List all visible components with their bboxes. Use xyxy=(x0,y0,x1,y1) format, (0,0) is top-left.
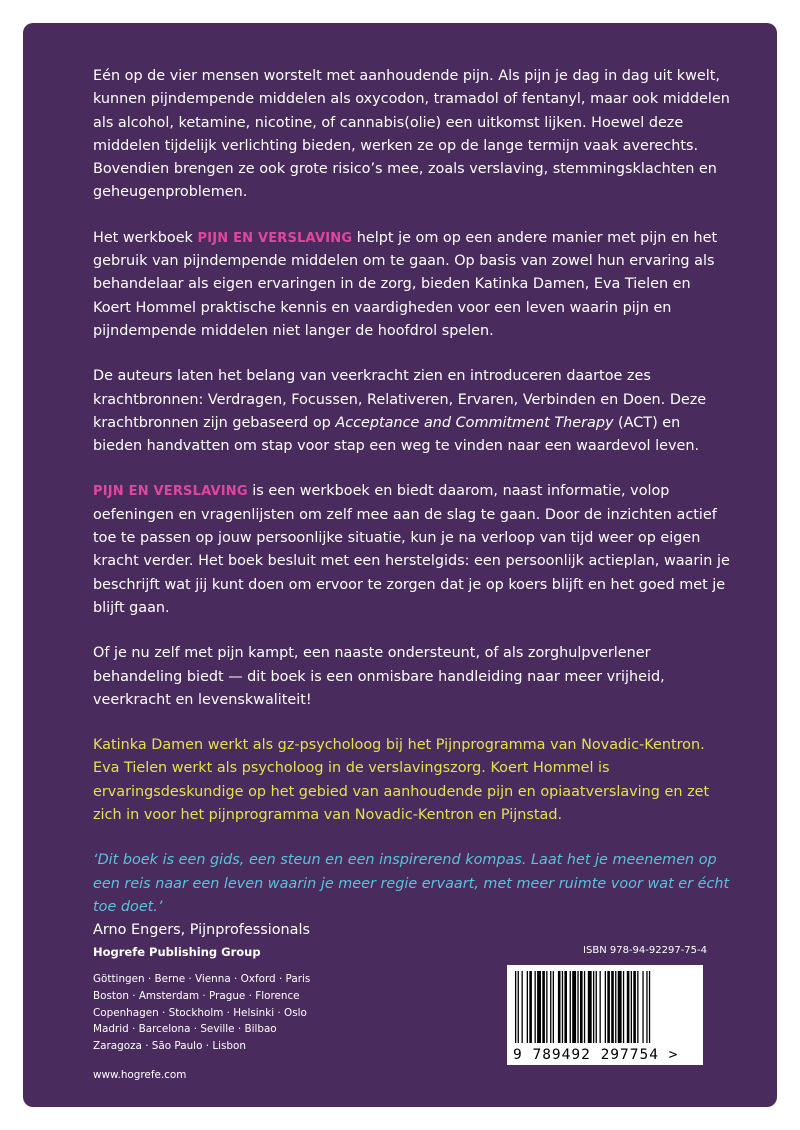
publisher-city-line: Madrid · Barcelona · Seville · Bilbao xyxy=(93,1023,277,1036)
barcode-bar xyxy=(553,971,554,1043)
barcode-bar xyxy=(615,971,616,1043)
p4-after: is een werkboek en biedt daarom, naast informatie, volop oefeningen en vragenlijsten om zelf mee aan de slag te gaan. Door de inzichten actief toe te passen op jouw persoonlijke situatie, kun je na verloop van tijd weer op eigen kracht verder. Het boek besluit met een herstelgids: een persoonlijk actieplan, waarin je beschrijft wat jij kunt doen om ervoor te zorgen dat je op koers blijft en het goed met je blijft gaan. xyxy=(93,483,730,616)
barcode-bar xyxy=(515,971,516,1043)
p2-before: Het werkboek xyxy=(93,229,198,246)
isbn-area xyxy=(507,945,707,1065)
p3-after: (ACT) en bieden handvatten om stap voor stap een weg te vinden naar een waardevol leven. xyxy=(93,414,700,455)
endorsement xyxy=(93,849,733,942)
isbn-number: ISBN 978-94-92297-75-4 xyxy=(583,945,707,956)
barcode-bar xyxy=(618,971,622,1043)
blurb-paragraph-5: Of je nu zelf met pijn kampt, een naaste ondersteunt, of als zorghulpverlener behandeling biedt — dit boek is een onmisbare handleiding naar meer vrijheid, veerkracht en levenskwaliteit! xyxy=(93,645,665,708)
barcode-bar xyxy=(588,971,592,1043)
barcode-bar xyxy=(580,971,583,1043)
barcode-bar xyxy=(611,971,614,1043)
barcode-bar xyxy=(542,971,545,1043)
barcode-bar xyxy=(584,971,585,1043)
publisher-city-line: Zaragoza · São Paulo · Lisbon xyxy=(93,1040,246,1053)
act-term: Acceptance and Commitment Therapy xyxy=(335,414,614,431)
back-cover xyxy=(23,23,777,1107)
barcode-bar xyxy=(623,971,624,1043)
barcode-bar xyxy=(607,971,610,1043)
barcode-bar xyxy=(572,971,576,1043)
barcode-bar xyxy=(535,971,536,1043)
endorsement-source: Arno Engers, Pijnprofessionals xyxy=(93,922,310,939)
barcode-bar xyxy=(593,971,594,1043)
book-title-highlight: PIJN EN VERSLAVING xyxy=(93,484,248,500)
barcode-bar xyxy=(605,971,606,1043)
barcode-digits: 9 789492 297754 > xyxy=(513,1047,699,1063)
barcode-bar xyxy=(522,971,523,1043)
barcode xyxy=(507,965,703,1065)
publisher-website: www.hogrefe.com xyxy=(93,1068,187,1081)
authors-bio: Katinka Damen werkt als gz-psycholoog bij het Pijnprogramma van Novadic-Kentron. Eva Tielen werkt als psycholoog in de verslavingszorg. Koert Hommel is ervaringsdeskundige op het gebied van aanhoudende pijn en opiaatverslaving en zet zich in voor het pijnprogramma van Novadic-Kentron en Pijnstad. xyxy=(93,737,710,824)
barcode-bar xyxy=(546,971,547,1043)
barcode-bar xyxy=(570,971,571,1043)
blurb-paragraph-3 xyxy=(93,365,733,458)
barcode-bar xyxy=(627,971,630,1043)
barcode-bar xyxy=(637,971,638,1043)
publisher-block xyxy=(93,945,353,1081)
p3-before: De auteurs laten het belang van veerkracht zien en introduceren daartoe zes krachtbronnen: Verdragen, Focussen, Relativeren, Ervaren, Verbinden en Doen. Deze krachtbronnen zijn gebaseerd op xyxy=(93,368,707,431)
barcode-bar xyxy=(631,971,632,1043)
barcode-bar xyxy=(550,971,551,1043)
barcode-bar xyxy=(558,971,561,1043)
barcode-bar xyxy=(642,971,643,1043)
barcode-bar xyxy=(562,971,563,1043)
barcode-bar xyxy=(564,971,567,1043)
barcode-bar xyxy=(596,971,597,1043)
barcode-bar xyxy=(646,971,647,1043)
blurb-paragraph-1: Eén op de vier mensen worstelt met aanhoudende pijn. Als pijn je dag in dag uit kwelt, kunnen pijndempende middelen als oxycodon, tramadol of fentanyl, maar ook middelen als alcohol, ketamine, nicotine, of cannabis(olie) een uitkomst lijken. Hoewel deze middelen tijdelijk verlichting bieden, werken ze op de lange termijn vaak averechts. Bovendien brengen ze ook grote risico’s mee, zoals verslaving, stemmingsklachten en geheugenproblemen. xyxy=(93,68,730,201)
publisher-city-line: Copenhagen · Stockholm · Helsinki · Oslo xyxy=(93,1006,307,1019)
blurb-paragraph-2 xyxy=(93,227,733,343)
barcode-bar xyxy=(633,971,636,1043)
blurb-text xyxy=(93,65,733,965)
publisher-city-line: Göttingen · Berne · Vienna · Oxford · Paris xyxy=(93,973,311,985)
barcode-bar xyxy=(577,971,578,1043)
barcode-bar xyxy=(529,971,532,1043)
blurb-paragraph-4 xyxy=(93,480,733,620)
barcode-bar xyxy=(518,971,519,1043)
book-title-highlight: PIJN EN VERSLAVING xyxy=(197,230,353,246)
publisher-name: Hogrefe Publishing Group xyxy=(93,945,261,959)
publisher-cities xyxy=(93,971,353,1055)
barcode-bar xyxy=(649,971,650,1043)
publisher-city-line: Boston · Amsterdam · Prague · Florence xyxy=(93,989,300,1002)
barcode-bar xyxy=(537,971,541,1043)
endorsement-quote: ‘Dit boek is een gids, een steun en een inspirerend kompas. Laat het je meenemen op een reis naar een leven waarin je meer regie ervaart, met meer ruimte voor wat er écht toe doet.’ xyxy=(93,852,730,915)
p2-after: helpt je om op een andere manier met pijn en het gebruik van pijndempende middelen om te gaan. Op basis van zowel hun ervaring als behandelaar als eigen ervaringen in de zorg, bieden Katinka Damen, Eva Tielen en Koert Hommel praktische kennis en vaardigheden voor een leven waarin pijn en pijndempende middelen niet langer de hoofdrol spelen. xyxy=(93,229,718,339)
barcode-bar xyxy=(600,971,601,1043)
barcode-bar xyxy=(527,971,528,1043)
